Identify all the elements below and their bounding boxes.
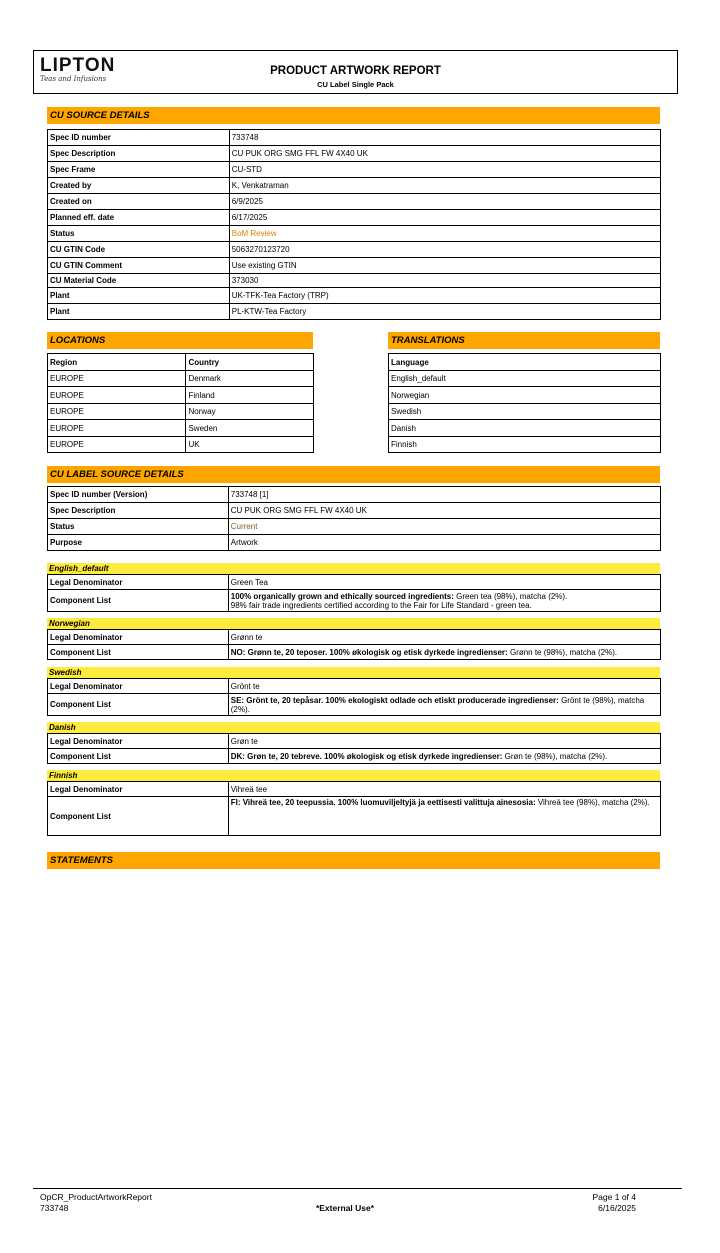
report-title: PRODUCT ARTWORK REPORT — [270, 65, 441, 77]
table-row: EUROPE Denmark — [48, 371, 314, 387]
cu-source-heading: CU SOURCE DETAILS — [47, 107, 660, 124]
translations-table — [388, 353, 661, 453]
language-band-finnish: Finnish — [47, 770, 660, 781]
table-row: Spec ID number (Version) 733748 [1] — [48, 487, 661, 503]
table-row: EUROPE Finland — [48, 387, 314, 404]
swedish-table — [47, 678, 661, 716]
table-header-row: Region Country — [48, 354, 314, 371]
table-row: English_default — [389, 371, 661, 387]
cu-label-heading: CU LABEL SOURCE DETAILS — [47, 466, 660, 483]
footer-spec-id: 733748 — [40, 1203, 69, 1213]
table-row: Norwegian — [389, 387, 661, 404]
english-table — [47, 574, 661, 612]
report-subtitle: CU Label Single Pack — [317, 80, 394, 89]
table-row: EUROPE UK — [48, 437, 314, 453]
table-row: Created by K, Venkatraman — [48, 178, 661, 194]
table-row: Legal Denominator Green Tea — [48, 575, 661, 590]
table-row: EUROPE Sweden — [48, 420, 314, 437]
table-row: EUROPE Norway — [48, 404, 314, 420]
danish-table — [47, 733, 661, 764]
table-row: Spec Description CU PUK ORG SMG FFL FW 4X40 UK — [48, 503, 661, 519]
table-row: Created on 6/9/2025 — [48, 194, 661, 210]
statements-heading: STATEMENTS — [47, 852, 660, 869]
table-row: Swedish — [389, 404, 661, 420]
table-row: Plant UK-TFK-Tea Factory (TRP) — [48, 288, 661, 304]
table-row: Spec Frame CU-STD — [48, 162, 661, 178]
lipton-logo: LIPTON Teas and Infusions — [40, 55, 116, 83]
table-row: Component List FI: Vihreä tee, 20 teepussia. 100% luomuviljeltyjä ja eettisesti valittuja ainesosia: Vihreä tee (98%), matcha (2%). — [48, 797, 661, 836]
footer-page-number: Page 1 of 4 — [592, 1192, 636, 1202]
language-band-norwegian: Norwegian — [47, 618, 660, 629]
footer-divider — [33, 1188, 682, 1189]
locations-heading: LOCATIONS — [47, 332, 313, 349]
norwegian-table — [47, 629, 661, 660]
table-row: Spec Description CU PUK ORG SMG FFL FW 4X40 UK — [48, 146, 661, 162]
table-row: Legal Denominator Grøn te — [48, 734, 661, 749]
locations-table — [47, 353, 314, 453]
table-row: Component List SE: Grönt te, 20 tepåsar. 100% ekologiskt odlade och etiskt producerade ingredienser: Grönt te (98%), matcha (2%). — [48, 694, 661, 716]
table-row: Danish — [389, 420, 661, 437]
table-row: Finnish — [389, 437, 661, 453]
language-band-danish: Danish — [47, 722, 660, 733]
cu-label-table — [47, 486, 661, 551]
table-header-row: Language — [389, 354, 661, 371]
finnish-table — [47, 781, 661, 836]
table-row: Legal Denominator Grönt te — [48, 679, 661, 694]
table-row: Legal Denominator Vihreä tee — [48, 782, 661, 797]
status-value: BoM Review — [229, 226, 660, 242]
status-value: Current — [228, 519, 660, 535]
table-row: CU Material Code 373030 — [48, 274, 661, 288]
language-band-english: English_default — [47, 563, 660, 574]
table-row: Spec ID number 733748 — [48, 130, 661, 146]
table-row: Component List NO: Grønn te, 20 teposer. 100% økologisk og etisk dyrkede ingredienser: Grønn te (98%), matcha (2%). — [48, 645, 661, 660]
cu-source-table — [47, 129, 661, 320]
table-row: Plant PL-KTW-Tea Factory — [48, 304, 661, 320]
table-row: Component List DK: Grøn te, 20 tebreve. 100% økologisk og etisk dyrkede ingredienser: Grøn te (98%), matcha (2%). — [48, 749, 661, 764]
table-row: Planned eff. date 6/17/2025 — [48, 210, 661, 226]
report-header — [33, 50, 678, 94]
footer-report-name: OpCR_ProductArtworkReport — [40, 1192, 152, 1202]
language-band-swedish: Swedish — [47, 667, 660, 678]
table-row: Purpose Artwork — [48, 535, 661, 551]
table-row: CU GTIN Code 5063270123720 — [48, 242, 661, 258]
footer-external-use: *External Use* — [315, 1203, 375, 1213]
table-row: Status Current — [48, 519, 661, 535]
table-row: Component List 100% organically grown and ethically sourced ingredients: Green tea (98%), matcha (2%). 98% fair trade ingredients certified according to the Fair for Life Standard - green tea. — [48, 590, 661, 612]
translations-heading: TRANSLATIONS — [388, 332, 660, 349]
table-row: Legal Denominator Grønn te — [48, 630, 661, 645]
footer-date: 6/16/2025 — [598, 1203, 636, 1213]
table-row: CU GTIN Comment Use existing GTIN — [48, 258, 661, 274]
table-row: Status BoM Review — [48, 226, 661, 242]
